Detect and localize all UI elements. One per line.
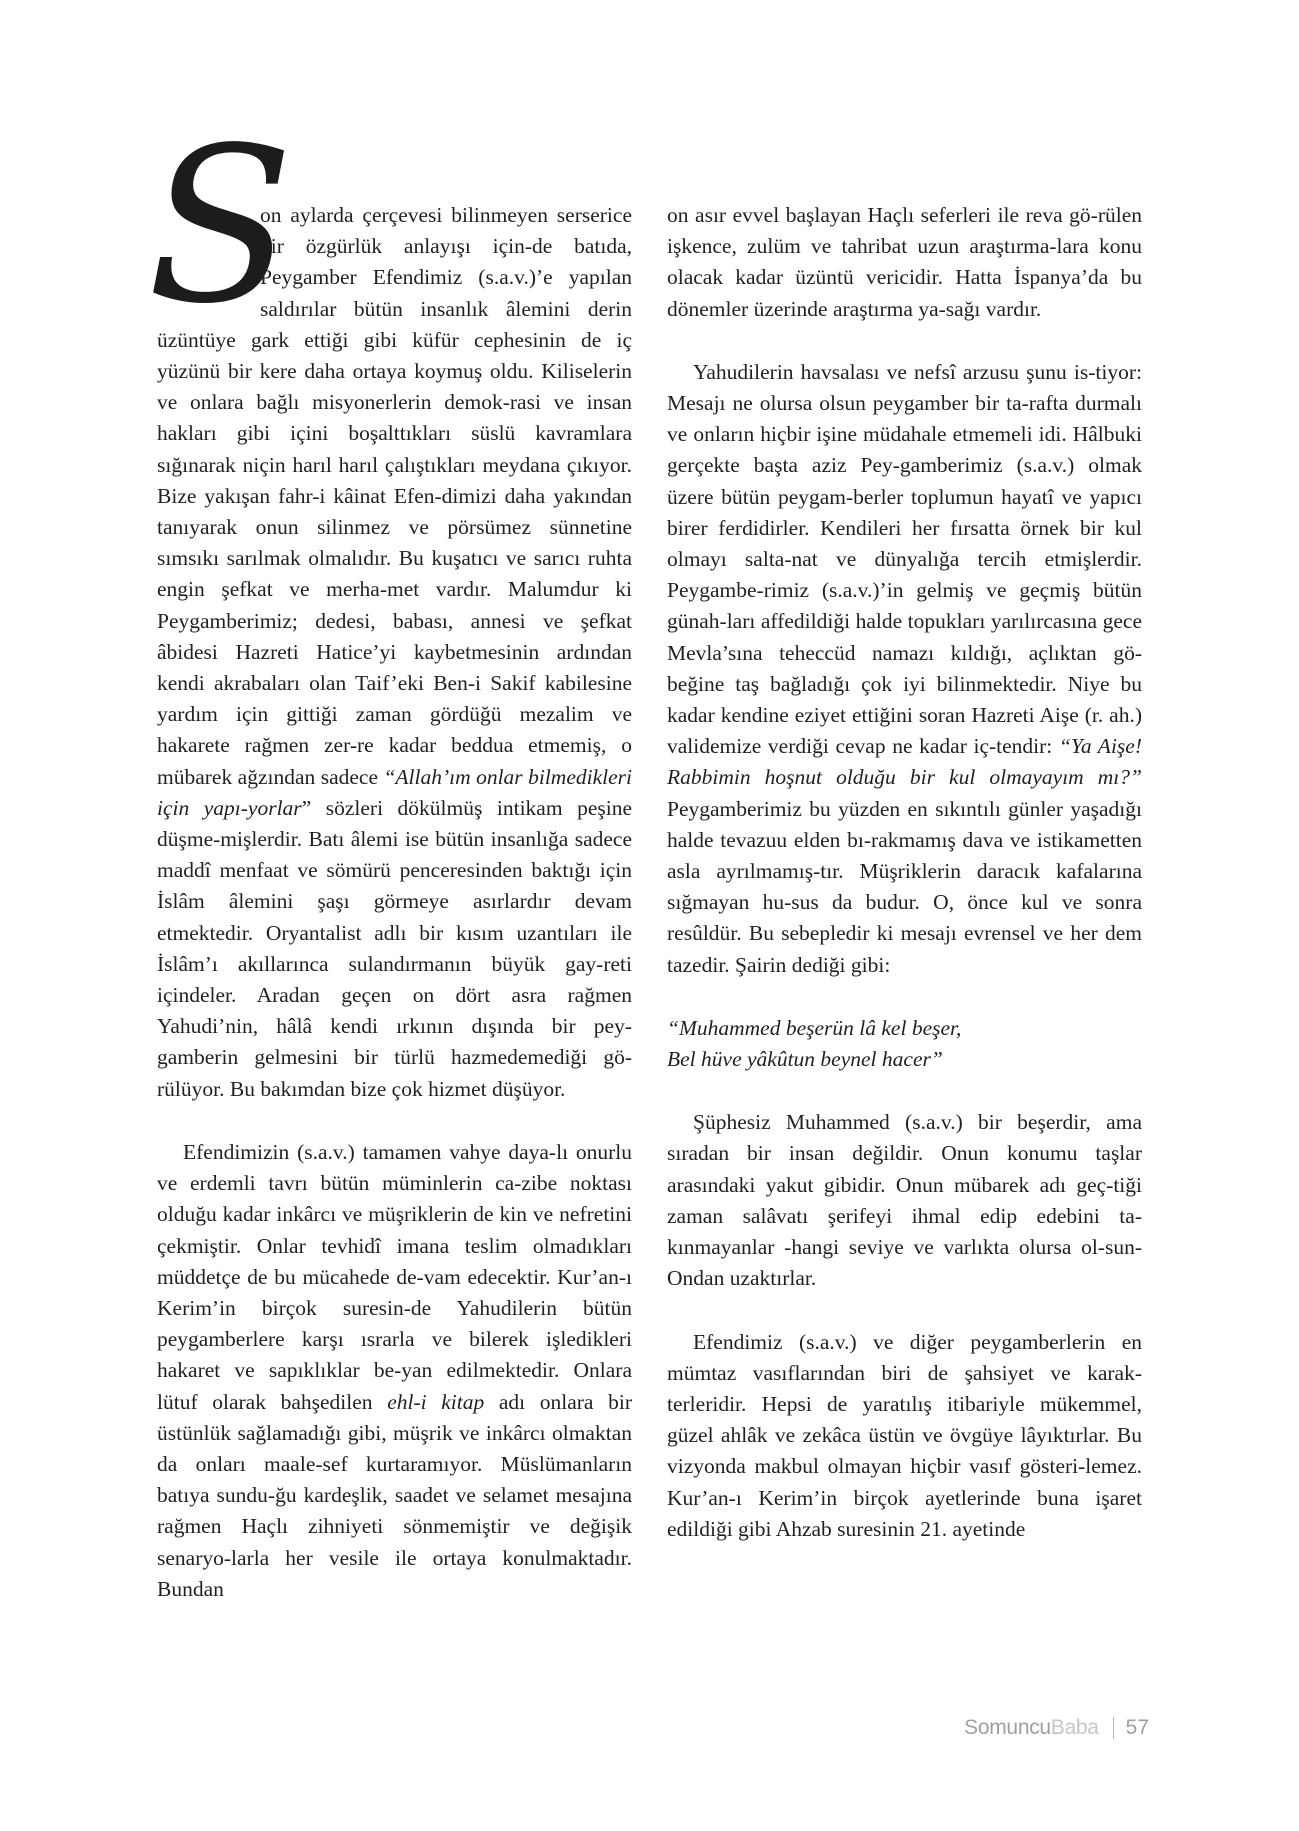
verse-line: “Muhammed beşerün lâ kel beşer, (667, 1015, 962, 1040)
paragraph-gap (667, 1295, 1142, 1327)
paragraph-text: ” sözleri dökülmüş intikam peşine düşme-mişlerdir. Batı âlemi ise bütün insanlığa sadece maddî menfaat ve sömürü penceresinden baktığı için İslâm âlemini şaşı görmeye asırlardır devam etmektedir. Oryantalist adlı bir kısım uzantıları ile İslâm’ı akıllarınca sulandırmanın büyük gay-reti içindeler. Aradan geçen on dört asra rağmen Yahudi’nin, hâlâ kendi ırkının dışında bir pey-gamberin gelmesini bir türlü hazmedemediği gö-rülüyor. Bu bakımdan bize çok hizmet düşüyor. (157, 795, 633, 1101)
paragraph: on asır evvel başlayan Haçlı seferleri ile reva gö-rülen işkence, zulüm ve tahribat uzun araştırma-lara konu olacak kadar üzüntü vericidir. Hatta İspanya’da bu dönemler üzerinde araştırma ya-sağı vardır. (667, 203, 1142, 321)
paragraph: Şüphesiz Muhammed (s.a.v.) bir beşerdir, ama sıradan bir insan değildir. Onun konumu taşlar arasındaki yakut gibidir. Onun mübarek adı geç-tiği zaman salâvatı şerifeyi ihmal edip edebini ta-kınmayanlar -hangi seviye ve varlıkta olursa ol-sun- Ondan uzaktırlar. (667, 1110, 1142, 1291)
verse-line: Bel hüve yâkûtun beynel hacer” (667, 1047, 943, 1072)
paragraph-text: Yahudilerin havsalası ve nefsî arzusu şunu is-tiyor: Mesajı ne olursa olsun peygamber bir ta-rafta durmalı ve onların hiçbir işine müdahale etmemeli idi. Hâlbuki gerçekte başta aziz Pey-gamberimiz (s.a.v.) olmak üzere bütün peygam-berler toplumun hayatî ve yapıcı birer ferdidirler. Kendileri her fırsatta örnek bir kul olmayı salta-nat ve dünyalığa tercih etmişlerdir. Peygambe-rimiz (s.a.v.)’in gelmiş ve geçmiş bütün günah-ları affedildiği halde topukları yarılırcasına gece Mevla’sına teheccüd namazı kıldığı, açlıktan gö-beğine taş bağladığı çok iyi bilinmektedir. Niye bu kadar kendine eziyet ettiğini soran Hazreti Aişe (r. ah.) validemize verdiği cevap ne kadar iç-tendir: (667, 359, 1142, 759)
drop-cap: S (147, 102, 294, 351)
left-column (147, 102, 633, 1605)
page-number: 57 (1125, 1716, 1149, 1739)
italic-term: ehl-i kitap (387, 1389, 485, 1414)
paragraph-text: on aylarda çerçevesi bilinmeyen serserice bir özgürlük anlayışı için-de batıda, Peygamber Efendimiz (s.a.v.)’e yapılan saldırılar bütün insanlık âlemini derin üzüntüye gark ettiği gibi küfür cephesinin de iç yüzünü bir kere daha ortaya koymuş oldu. Kiliselerin ve onlara bağlı misyonerlerin demok-rasi ve insan hakları gibi içini boşalttıkları süslü kavramlara sığınarak niçin harıl harıl çalıştıkları meydana çıkıyor. Bize yakışan fahr-i kâinat Efen-dimizi daha yakından tanıyarak onun silinmez ve pörsümez sünnetine sımsıkı sarılmak olmalıdır. Bu kuşatıcı ve sarıcı ruhta engin şefkat ve merha-met vardır. Malumdur ki Peygamberimiz; dedesi, babası, annesi ve şefkat âbidesi Hazreti Hatice’yi kaybetmesinin ardından kendi akrabaları olan Taif’eki Ben-i Sakif kabilesine yardım için gittiği zaman gördüğü mezalim ve hakarete rağmen zer-re kadar beddua etmemiş, o mübarek ağzından sadece (157, 203, 632, 789)
paragraph (147, 102, 633, 1105)
right-column (667, 200, 1142, 1545)
paragraph-gap (667, 981, 1142, 1013)
paragraph-text: adı onlara bir üstünlük sağlamadığı gibi, müşrik ve inkârcı olmaktan da onları maale-sef kurtaramıyor. Müslümanların batıya sundu-ğu kardeşlik, saadet ve selamet mesajına rağmen Haçlı zihniyeti sönmemiştir ve değişik senaryo-larla her vesile ile ortaya konulmaktadır. Bundan (157, 1389, 632, 1601)
page-footer (964, 1716, 1149, 1740)
paragraph-text: Peygamberimiz bu yüzden en sıkıntılı günler yaşadığı halde tevazuu elden bı-rakmamış dava ve istikametten asla ayrılmamış-tır. Müşriklerin daracık kafalarına sığmayan hu-sus da budur. O, önce kul ve sonra resûldür. Bu sebepledir ki mesajı evrensel ve her dem tazedir. Şairin dediği gibi: (667, 796, 1142, 977)
paragraph-gap (667, 325, 1142, 357)
brand-name-part1: Somuncu (964, 1716, 1051, 1739)
paragraph: Efendimiz (s.a.v.) ve diğer peygamberlerin en mümtaz vasıflarından biri de şahsiyet ve karak-terleridir. Hepsi de yaratılış itibariyle mükemmel, güzel ahlâk ve zekâca üstün ve övgüye lâyıktırlar. Bu vizyonda makbul olmayan hiçbir vasıf gösteri-lemez. Kur’an-ı Kerim’in birçok ayetlerinde buna işaret edildiği gibi Ahzab suresinin 21. ayetinde (667, 1329, 1142, 1541)
paragraph (157, 1137, 632, 1605)
brand-name-part2: Baba (1050, 1716, 1099, 1739)
quote-text: “Allah’ım onlar bilmedikleri için yapı-yorlar (157, 764, 632, 820)
footer-divider (1113, 1717, 1114, 1739)
paragraph-text: Efendimizin (s.a.v.) tamamen vahye daya-lı onurlu ve erdemli tavrı bütün müminlerin ca-zibe noktası olduğu kadar inkârcı ve müşriklerin de kin ve nefretini çekmiştir. Onlar tevhidî imana teslim olmadıkları müddetçe de bu mücahede de-vam edecektir. Kur’an-ı Kerim’in birçok suresin-de Yahudilerin bütün peygamberlere karşı ısrarla ve bilerek işledikleri hakaret ve sapıklıklar be-yan edilmektedir. Onlara lütuf olarak bahşedilen (157, 1139, 632, 1414)
quote-text: “Ya Aişe! Rabbimin hoşnut olduğu bir kul olmayayım mı?” (667, 734, 1142, 790)
paragraph (667, 357, 1142, 981)
paragraph-gap (667, 1075, 1142, 1107)
paragraph-gap (157, 1105, 632, 1137)
